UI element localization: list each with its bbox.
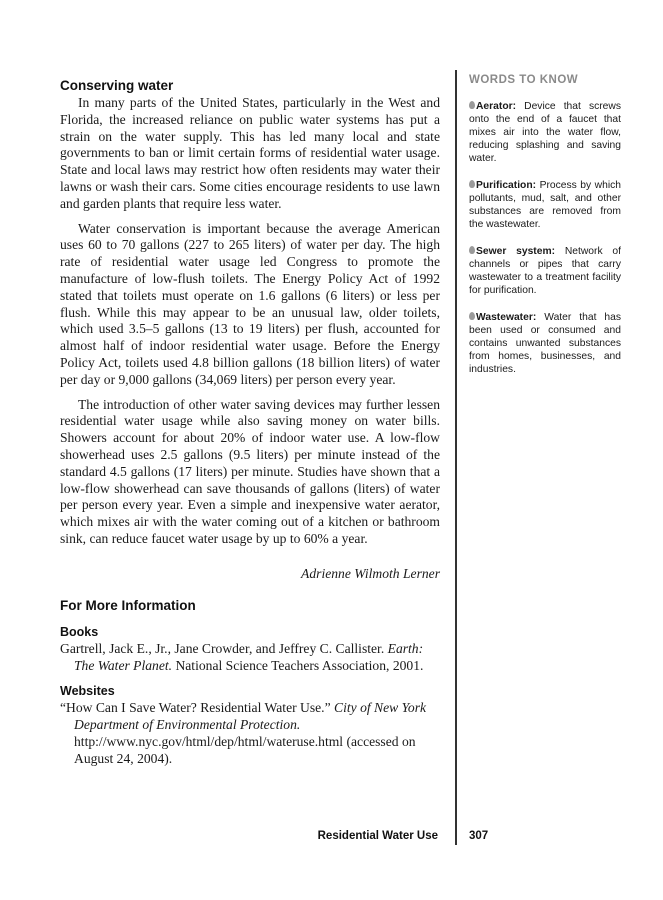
water-drop-icon <box>469 312 475 320</box>
website-url[interactable]: http://www.nyc.gov/html/dep/html/wateruse.html (accessed on August 24, 2004). <box>74 733 416 766</box>
glossary-entry <box>469 179 621 231</box>
column-divider <box>455 70 457 845</box>
sidebar-heading: WORDS TO KNOW <box>469 74 579 86</box>
author-signature: Adrienne Wilmoth Lerner <box>301 565 440 581</box>
page-number: 307 <box>469 830 489 842</box>
book-authors: Gartrell, Jack E., Jr., Jane Crowder, and Jeffrey C. Callister. <box>60 640 385 656</box>
glossary-definition: Water that has been used or consumed and contains unwanted substances from homes, businesses, and industries. <box>469 312 621 375</box>
book-reference <box>60 641 440 675</box>
glossary-entry <box>469 100 621 165</box>
words-to-know-sidebar <box>469 74 621 390</box>
glossary-definition: Process by which pollutants, mud, salt, and other substances are removed from the wastewater. <box>469 180 621 230</box>
glossary-term: Aerator: <box>476 101 517 112</box>
books-heading: Books <box>60 624 99 639</box>
website-reference <box>60 700 440 767</box>
water-drop-icon <box>469 101 475 109</box>
more-info-heading: For More Information <box>60 597 196 613</box>
glossary-term: Sewer system: <box>476 246 556 257</box>
glossary-definition: Device that screws onto the end of a faucet that mixes air into the water flow, reducing splashing and saving water. <box>469 101 621 164</box>
main-column <box>60 78 440 778</box>
glossary-definition: Network of channels or pipes that carry wastewater to a treatment facility for purification. <box>469 246 621 296</box>
websites-heading: Websites <box>60 684 115 699</box>
water-drop-icon <box>469 180 475 188</box>
running-footer-title: Residential Water Use <box>317 830 438 842</box>
water-drop-icon <box>469 246 475 254</box>
glossary-term: Purification: <box>476 180 537 191</box>
book-title: Earth: The Water Planet. <box>74 640 424 673</box>
glossary-entry <box>469 245 621 297</box>
website-title: “How Can I Save Water? Residential Water Use.” <box>60 700 331 716</box>
glossary-entry <box>469 311 621 376</box>
section-heading: Conserving water <box>60 78 174 93</box>
paragraph: The introduction of other water saving devices may further lessen residential water usage while also saving money on water bills. Showers account for about 20% of indoor water use. A low-flow showerhead uses 2.5 gallons (9.5 liters) per minute instead of the standard 4.5 gallons (17 liters) per minute. Studies have shown that a low-flow showerhead can save thousands of gallons (liters) of water per person every year. Even a simple and inexpensive water aerator, which mixes air with the water coming out of a kitchen or bathroom sink, can reduce faucet water usage by up to 60% a year. <box>60 396 440 546</box>
glossary-term: Wastewater: <box>476 312 537 323</box>
book-publisher: National Science Teachers Association, 2001. <box>175 657 424 673</box>
paragraph: In many parts of the United States, particularly in the West and Florida, the increased reliance on public water systems has put a strain on the water supply. This has led many local and state governments to ban or limit certain forms of residential water usage. State and local laws may restrict how often residents may water their lawns or wash their cars. Some cities encourage residents to use lawn and garden plants that require less water. <box>60 95 440 211</box>
website-source: City of New York Department of Environmental Protection. <box>74 700 427 733</box>
paragraph: Water conservation is important because the average American uses 60 to 70 gallons (227 to 265 liters) of water per day. The high rate of residential water usage led Congress to promote the manufacture of low-flush toilets. The Energy Policy Act of 1992 stated that toilets must operate on 1.6 gallons (6 liters) or less per flush. While this may appear to be an unusual law, older toilets, which used 3.5–5 gallons (13 to 19 liters) per flush, accounted for almost half of indoor residential water usage. Before the Energy Policy Act, toilets used 4.8 billion gallons (18 billion liters) of water per day or 9,000 gallons (34,069 liters) per person every year. <box>60 220 440 387</box>
